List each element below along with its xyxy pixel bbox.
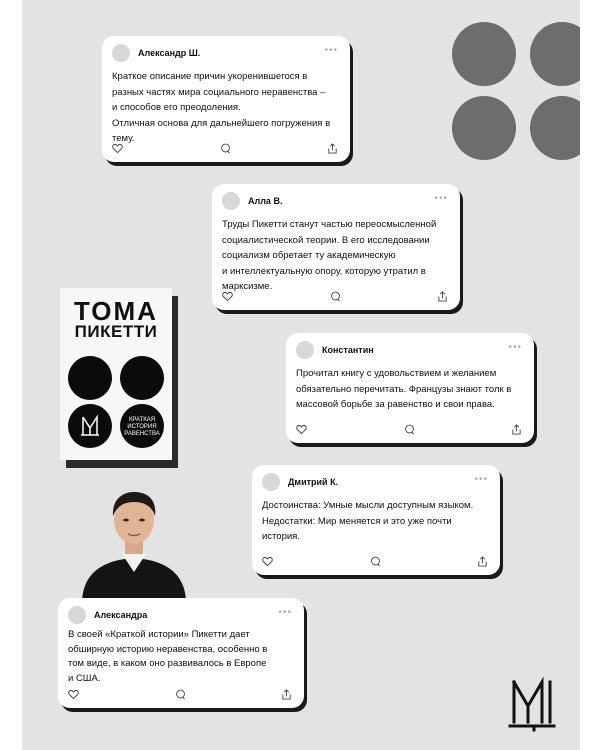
- share-icon[interactable]: [477, 556, 488, 567]
- heart-icon[interactable]: [296, 424, 307, 435]
- comment-icon[interactable]: [175, 689, 186, 700]
- review-text-line: обязательно перечитать. Французы знают толк в: [296, 383, 512, 395]
- review-text-line: история.: [262, 531, 300, 542]
- comment-icon[interactable]: [404, 424, 415, 435]
- decor-circle: [452, 96, 516, 160]
- review-author[interactable]: Александра: [94, 610, 148, 620]
- review-text-line: и способов его преодоления.: [112, 102, 241, 113]
- review-text-line: социалистической теории. В его исследовании: [222, 234, 430, 246]
- book-circle-publisher-logo: [68, 404, 112, 448]
- decor-circle: [530, 22, 580, 86]
- review-author[interactable]: Константин: [322, 345, 374, 355]
- heart-icon[interactable]: [112, 143, 123, 154]
- publisher-logo-icon: [508, 676, 556, 732]
- review-text-line: тему.: [112, 133, 135, 144]
- more-dots-icon[interactable]: •••: [324, 45, 338, 56]
- review-text-line: Отличная основа для дальнейшего погружения в: [112, 117, 331, 129]
- review-text-line: социализм обретает ту академическую: [222, 250, 396, 261]
- review-card: [102, 36, 350, 162]
- review-text-line: массовой борьбе за равенство и свои права.: [296, 399, 495, 410]
- more-dots-icon[interactable]: •••: [434, 193, 448, 204]
- decor-circle: [530, 96, 580, 160]
- more-dots-icon[interactable]: •••: [474, 474, 488, 485]
- review-text-line: и интеллектуальную опору, которую утратил в: [222, 265, 426, 277]
- review-author[interactable]: Александр Ш.: [138, 48, 201, 58]
- review-author[interactable]: Алла В.: [248, 196, 283, 206]
- review-card: [252, 465, 500, 575]
- review-text-line: разных частях мира социального неравенства –: [112, 86, 326, 98]
- share-icon[interactable]: [281, 689, 292, 700]
- book-circle-subtitle: [120, 404, 164, 448]
- comment-icon[interactable]: [220, 143, 231, 154]
- avatar[interactable]: [112, 44, 130, 62]
- avatar[interactable]: [222, 192, 240, 210]
- review-text-line: Недостатки: Мир меняется и это уже почти: [262, 515, 452, 527]
- book-cover: [60, 288, 172, 460]
- review-text-line: том виде, в каком оно развивалось в Европе: [68, 658, 267, 669]
- share-icon[interactable]: [437, 291, 448, 302]
- more-dots-icon[interactable]: •••: [278, 607, 292, 618]
- book-circle: [120, 356, 164, 400]
- share-icon[interactable]: [327, 143, 338, 154]
- avatar[interactable]: [296, 341, 314, 359]
- book-title-line: ПИКЕТТИ: [74, 322, 158, 341]
- review-text-line: В своей «Краткой истории» Пикетти дает: [68, 629, 250, 640]
- share-icon[interactable]: [511, 424, 522, 435]
- book-circle: [68, 356, 112, 400]
- heart-icon[interactable]: [262, 556, 273, 567]
- review-card: [212, 184, 460, 310]
- review-text-line: Краткое описание причин укоренившегося в: [112, 71, 308, 82]
- book-subtitle-line: ИСТОРИЯ: [127, 424, 157, 430]
- review-text-line: Труды Пикетти станут частью переосмысленной: [222, 219, 437, 230]
- review-text-line: и США.: [68, 672, 101, 684]
- comment-icon[interactable]: [370, 556, 381, 567]
- review-card: [286, 333, 534, 443]
- avatar[interactable]: [262, 473, 280, 491]
- avatar[interactable]: [68, 606, 86, 624]
- heart-icon[interactable]: [222, 291, 233, 302]
- more-dots-icon[interactable]: •••: [508, 342, 522, 353]
- book-author-line: ТОМА: [74, 296, 158, 326]
- review-text-line: Достоинства: Умные мысли доступным языком.: [262, 500, 474, 511]
- book-subtitle-line: РАВЕНСТВА: [124, 431, 160, 437]
- decor-circle: [452, 22, 516, 86]
- book-subtitle-line: КРАТКАЯ: [128, 417, 156, 423]
- author-photo: [74, 482, 194, 600]
- review-card: [58, 598, 304, 708]
- review-text-line: марксизме.: [222, 281, 273, 292]
- review-text-line: обширную историю неравенства, особенно в: [68, 643, 268, 655]
- heart-icon[interactable]: [68, 689, 79, 700]
- comment-icon[interactable]: [330, 291, 341, 302]
- publisher-logo-icon: [68, 404, 112, 448]
- review-text-line: Прочитал книгу с удовольствием и желанием: [296, 368, 497, 379]
- page-background: [22, 0, 580, 750]
- review-author[interactable]: Дмитрий К.: [288, 477, 339, 487]
